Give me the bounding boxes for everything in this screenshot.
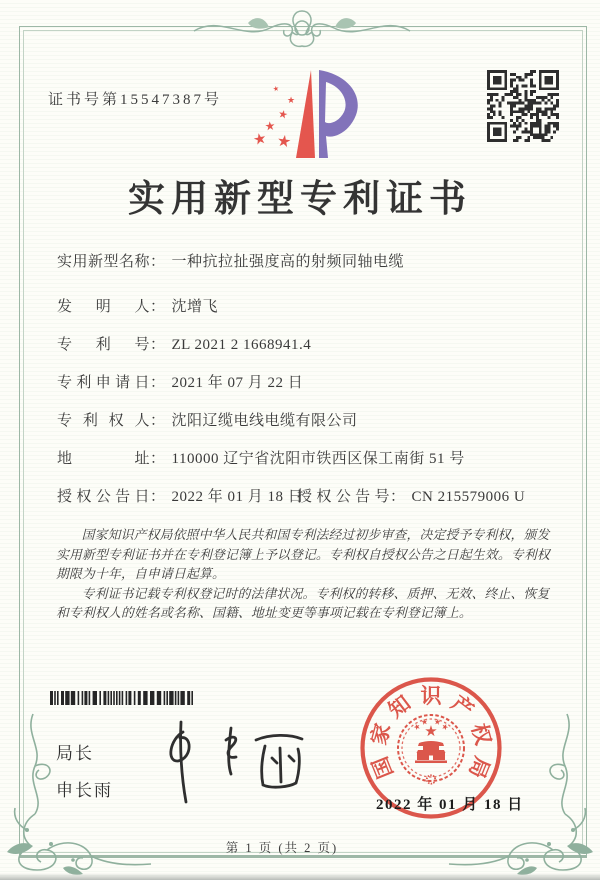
field-colon: ： bbox=[150, 299, 166, 315]
field-row-patent-number bbox=[57, 335, 557, 355]
page-number: 第 1 页 (共 2 页) bbox=[225, 841, 339, 855]
grant-number-value: CN 215579006 U bbox=[411, 489, 526, 505]
field-row-address bbox=[57, 449, 557, 469]
field-row-patentee bbox=[57, 411, 557, 431]
grant-date-group bbox=[57, 487, 304, 507]
svg-text:★: ★ bbox=[264, 118, 276, 134]
field-value: 沈阳辽缆电线电缆有限公司 bbox=[171, 413, 358, 429]
field-value: 110000 辽宁省沈阳市铁西区保工南街 51 号 bbox=[171, 451, 465, 467]
svg-text:家: 家 bbox=[366, 720, 396, 748]
svg-text:国: 国 bbox=[367, 753, 398, 782]
svg-text:知: 知 bbox=[383, 690, 416, 723]
grant-date-value: 2022 年 01 月 18 日 bbox=[171, 489, 304, 505]
field-colon: ： bbox=[390, 489, 406, 505]
svg-text:局: 局 bbox=[464, 753, 495, 782]
field-row-grant bbox=[57, 487, 557, 507]
field-label: 专利权人 bbox=[57, 413, 150, 429]
field-colon: ： bbox=[150, 254, 166, 270]
field-label: 专利申请日 bbox=[57, 375, 150, 391]
svg-text:权: 权 bbox=[466, 720, 496, 748]
field-row-inventor bbox=[57, 297, 557, 317]
signer-name: 申长雨 bbox=[56, 781, 113, 800]
scan-edge-shadow bbox=[0, 873, 600, 880]
field-label: 授权公告日 bbox=[57, 489, 150, 505]
field-label: 实用新型名称 bbox=[57, 254, 151, 270]
field-value: 一种抗拉扯强度高的射频同轴电缆 bbox=[171, 254, 405, 270]
cnipa-logo-icon bbox=[238, 66, 362, 166]
qr-code-icon bbox=[487, 70, 559, 142]
barcode-icon bbox=[50, 691, 196, 705]
svg-text:产: 产 bbox=[446, 690, 479, 723]
field-row-filing-date bbox=[57, 373, 557, 393]
seal-date: 2022 年 01 月 18 日 bbox=[376, 797, 524, 813]
field-colon: ： bbox=[150, 413, 166, 429]
legal-paragraph-1: 国家知识产权局依照中华人民共和国专利法经过初步审查，决定授予专利权，颁发实用新型专利证书并在专利登记簿上予以登记。专利权自授权公告之日起生效。专利权期限为十年，自申请日起算。 bbox=[56, 528, 550, 581]
svg-text:★: ★ bbox=[420, 716, 429, 728]
signer-block bbox=[56, 739, 113, 801]
handwritten-signature-icon bbox=[150, 712, 320, 812]
svg-text:★: ★ bbox=[272, 84, 280, 94]
field-colon: ： bbox=[150, 375, 166, 391]
svg-text:★: ★ bbox=[424, 724, 438, 740]
svg-text:★: ★ bbox=[275, 132, 293, 152]
field-value: ZL 2021 2 1668941.4 bbox=[171, 337, 312, 353]
field-label: 专利号 bbox=[57, 337, 150, 353]
field-colon: ： bbox=[150, 451, 166, 467]
legal-paragraph-2: 专利证书记载专利权登记时的法律状况。专利权的转移、质押、无效、终止、恢复和专利权人的姓名或名称、国籍、地址变更等事项记载在专利登记簿上。 bbox=[56, 586, 550, 620]
legal-text bbox=[56, 526, 556, 624]
field-list bbox=[57, 252, 557, 525]
field-value: 沈增飞 bbox=[171, 299, 219, 315]
svg-text:★: ★ bbox=[411, 721, 423, 733]
certificate-title: 实用新型专利证书 bbox=[128, 179, 472, 220]
grant-number-group bbox=[297, 487, 525, 507]
certificate-number: 证书号第15547387号 bbox=[48, 92, 223, 108]
field-label: 发明人 bbox=[57, 299, 150, 315]
svg-text:★: ★ bbox=[251, 130, 269, 150]
signer-title: 局长 bbox=[56, 744, 94, 763]
field-label: 地址 bbox=[57, 451, 150, 467]
field-value: 2021 年 07 月 22 日 bbox=[171, 375, 304, 391]
svg-text:识: 识 bbox=[420, 684, 442, 708]
svg-text:★: ★ bbox=[439, 721, 451, 733]
field-colon: ： bbox=[150, 337, 166, 353]
svg-text:★: ★ bbox=[276, 108, 290, 122]
svg-text:★: ★ bbox=[433, 716, 442, 728]
field-label: 授权公告号 bbox=[297, 489, 390, 505]
svg-text:★: ★ bbox=[286, 95, 296, 105]
field-colon: ： bbox=[150, 489, 166, 505]
field-row-name bbox=[57, 252, 557, 272]
